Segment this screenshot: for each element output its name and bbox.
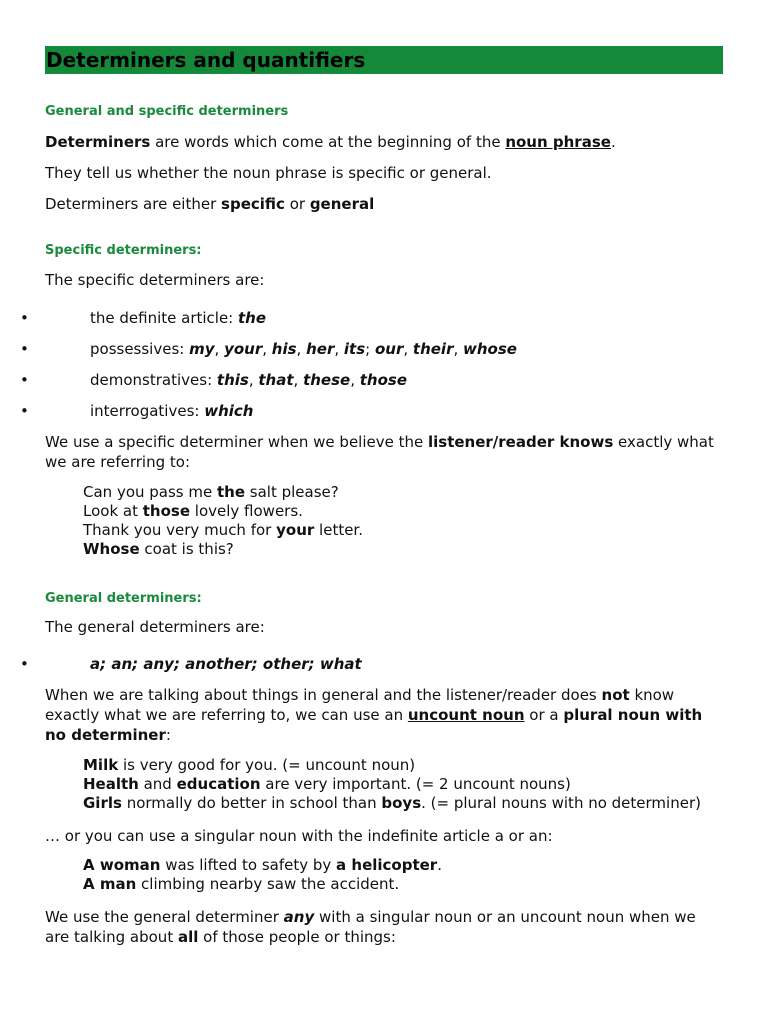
example-sentence: Health and education are very important. (= 2 uncount nouns) [83,775,571,793]
example-sentence: Girls normally do better in school than boys. (= plural nouns with no determiner) [83,794,701,812]
bullet-icon: • [20,655,29,673]
example-sentence: Look at those lovely flowers. [83,502,303,520]
paragraph-singular-indefinite: … or you can use a singular noun with the indefinite article a or an: [45,827,553,845]
example-sentence: A man climbing nearby saw the accident. [83,875,400,893]
example-sentence: Can you pass me the salt please? [83,483,339,501]
example-sentence: Whose coat is this? [83,540,234,558]
paragraph-general-line2: exactly what we are referring to, we can use an uncount noun or a plural noun with [45,706,703,724]
bullet-icon: • [20,402,29,420]
bullet-icon: • [20,309,29,327]
example-sentence: A woman was lifted to safety by a helicopter. [83,856,442,874]
term-noun-phrase: noun phrase [505,133,611,151]
document-page: Determiners and quantifiers General and specific determiners Determiners are words which come at the beginning of the noun phrase. They tell us whether the noun phrase is specific or general. Determiners are either specific or general Specific determiners: The specific determiners are: • the definite article: the • possessives: my, your, his, her, its; our, their, whose • demonstratives: this, that, these, those • interrogatives: which We use a specific determiner when we believe the listener/reader knows exactly what we are referring to: Can you pass me the salt please? Look at those lovely flowers. Thank you very much for your letter. Whose coat is this? General determiners: The general determiners are: • a; an; any; another; other; what When we are talking about things in general and the listener/reader does not know exactly what we are referring to, we can use an uncount noun or a plural noun with no determiner: Milk is very good for you. (= uncount noun) Health and education are very important. (= 2 uncount nouns) Girls normally do better in school than boys. (= plural nouns with no determiner) … or you can use a singular noun with the indefinite article a or an: A woman was lifted to safety by a helicopter. A man climbing nearby saw the accident. We use the general determiner any with a singular noun or an uncount noun when we are talking about all of those people or things: [0,0,768,1024]
paragraph-specific-use-line2: we are referring to: [45,453,191,471]
page-title: Determiners and quantifiers [46,48,366,72]
paragraph-either-specific-general: Determiners are either specific or general [45,195,375,213]
example-sentence: Thank you very much for your letter. [83,521,363,539]
bullet-icon: • [20,340,29,358]
bullet-icon: • [20,371,29,389]
section-heading-general-specific: General and specific determiners [45,104,289,119]
paragraph-any-line2: are talking about all of those people or things: [45,928,396,946]
section-heading-specific: Specific determiners: [45,243,202,258]
term-uncount-noun: uncount noun [407,706,525,724]
section-heading-general: General determiners: [45,591,202,606]
paragraph-specific-or-general: They tell us whether the noun phrase is specific or general. [45,164,492,182]
paragraph-determiners-definition: Determiners are words which come at the beginning of the noun phrase. [45,133,616,151]
paragraph-any-line1: We use the general determiner any with a singular noun or an uncount noun when we [45,908,696,926]
example-sentence: Milk is very good for you. (= uncount noun) [83,756,416,774]
specific-intro: The specific determiners are: [45,271,265,289]
title-bar [45,46,723,74]
paragraph-specific-use-line1: We use a specific determiner when we believe the listener/reader knows exactly what [45,433,714,451]
general-intro: The general determiners are: [45,618,265,636]
paragraph-general-line1: When we are talking about things in general and the listener/reader does not know [45,686,675,704]
paragraph-general-line3: no determiner: [45,726,171,744]
